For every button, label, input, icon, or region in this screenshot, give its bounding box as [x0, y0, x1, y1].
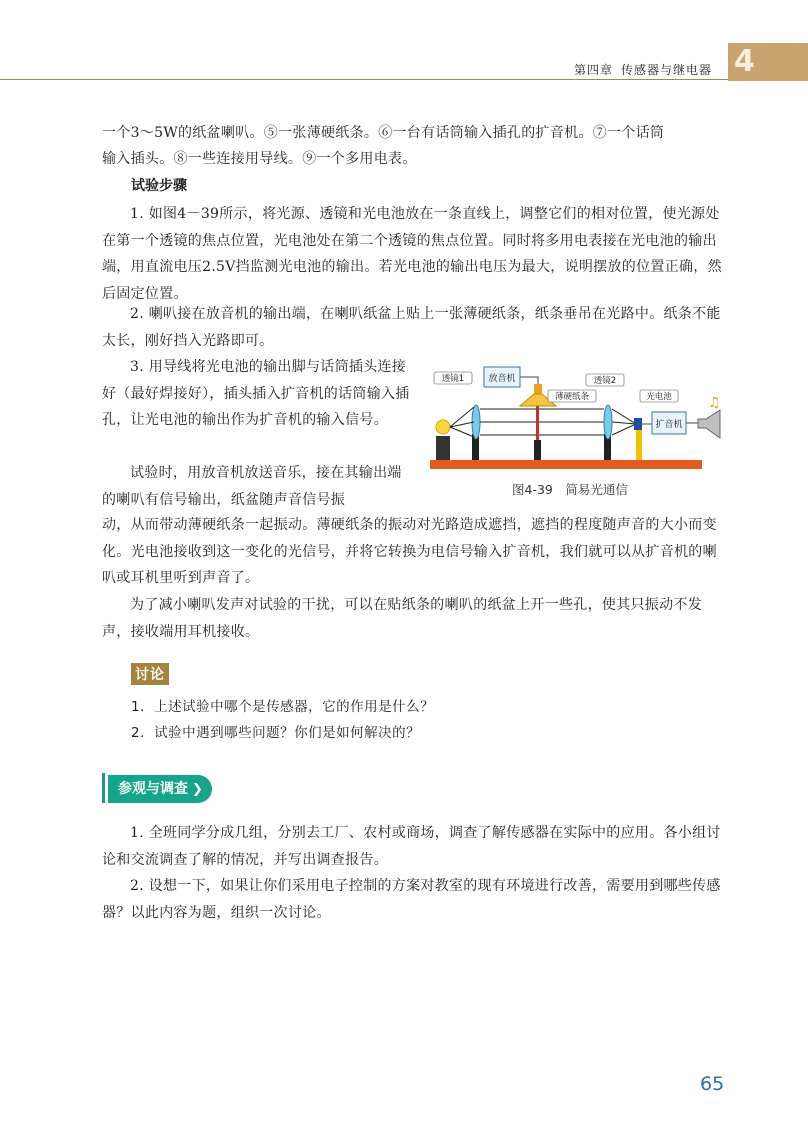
lens1-label: 透镜1: [441, 374, 465, 384]
music-note-icon: ♫: [708, 395, 721, 411]
beam: [450, 427, 474, 437]
paper-strip: [536, 406, 539, 440]
step-3: 3. 用导线将光电池的输出脚与话筒插头连接好（最好焊接好），插头插入扩音机的话筒输入插孔，让光电池的输出作为扩音机的输入信号。: [102, 359, 410, 428]
chapter-title: 传感器与继电器: [620, 63, 712, 77]
trial-paragraph-continued: 动，从而带动薄硬纸条一起振动。薄硬纸条的振动对光路造成遮挡，遮挡的程度随声音的大小而变化。光电池接收到这一变化的光信号，并将它转换为电信号输入扩音机，我们就可以从扩音机的喇叭或耳机里听到声音了。: [102, 517, 717, 586]
base-board: [430, 460, 702, 469]
speaker-stand: [534, 440, 541, 460]
visit-badge: [108, 775, 212, 803]
intro-line-2: 输入插头。⑧一些连接用导线。⑨一个多用电表。: [102, 151, 417, 167]
amplifier-label: 扩音机: [655, 420, 683, 430]
output-speaker-icon: [698, 410, 720, 438]
figure-caption: 图4-39 简易光通信: [512, 482, 628, 497]
discussion-badge: 讨论: [131, 663, 169, 685]
optical-communication-diagram: [428, 362, 728, 472]
photocell: [634, 418, 642, 430]
beam: [612, 424, 636, 435]
running-header: [566, 61, 712, 78]
chapter-label: 第四章: [573, 63, 613, 77]
visit-item-1: 1. 全班同学分成几组，分别去工厂、农村或商场，调查了解传感器在实际中的应用。各小组讨论和交流调查了解的情况，并写出调查报告。: [102, 825, 721, 868]
light-bulb-icon: [436, 420, 450, 434]
speaker-body: [534, 384, 542, 394]
player-label: 放音机: [488, 374, 516, 384]
steps-heading: 试验步骤: [131, 178, 187, 194]
paper-strip-label: 薄硬纸条: [554, 392, 590, 402]
lamp-stand: [436, 436, 450, 460]
visit-accent-bar: [102, 773, 105, 803]
photocell-stand: [636, 430, 642, 460]
noise-tip: 为了减小喇叭发声对试验的干扰，可以在贴纸条的喇叭的纸盆上开一些孔，使其只振动不发声，接收端用耳机接收。: [102, 597, 702, 640]
discussion-question-2: 2．试验中遇到哪些问题？你们是如何解决的？: [131, 725, 421, 741]
discussion-question-1: 1．上述试验中哪个是传感器，它的作用是什么？: [131, 699, 435, 715]
visit-item-2: 2. 设想一下，如果让你们采用电子控制的方案对教室的现有环境进行改善，需要用到哪些传感器？以此内容为题，组织一次讨论。: [102, 878, 721, 921]
photocell-label: 光电池: [646, 392, 672, 402]
page-number: 65: [700, 1073, 725, 1095]
beam: [612, 409, 636, 424]
step-2: 2. 喇叭接在放音机的输出端，在喇叭纸盆上贴上一张薄硬纸条，纸条垂吊在光路中。纸条不能太长，刚好挡入光路即可。: [102, 306, 721, 349]
lens2-label: 透镜2: [593, 376, 617, 386]
step-1: 1. 如图4－39所示，将光源、透镜和光电池放在一条直线上，调整它们的相对位置，使光源处在第一个透镜的焦点位置，光电池处在第二个透镜的焦点位置。同时将多用电表接在光电池的输出端，用直流电压2.5V挡监测光电池的输出。若光电池的输出电压为最大，说明摆放的位置正确，然后固定位置。: [102, 206, 722, 302]
player-wire: [520, 377, 538, 384]
header-rule: [0, 79, 728, 80]
chapter-number: 4: [734, 44, 755, 79]
visit-title: 参观与调查: [118, 781, 188, 797]
intro-line-1: 一个3～5W的纸盆喇叭。⑤一张薄硬纸条。⑥一台有话筒输入插孔的扩音机。⑦一个话筒: [102, 125, 665, 141]
trial-paragraph-start: 试验时，用放音机放送音乐，接在其输出端的喇叭有信号输出，纸盆随声音信号振: [102, 465, 402, 508]
lens2: [604, 405, 612, 439]
chevron-right-icon: ❯: [192, 782, 203, 797]
